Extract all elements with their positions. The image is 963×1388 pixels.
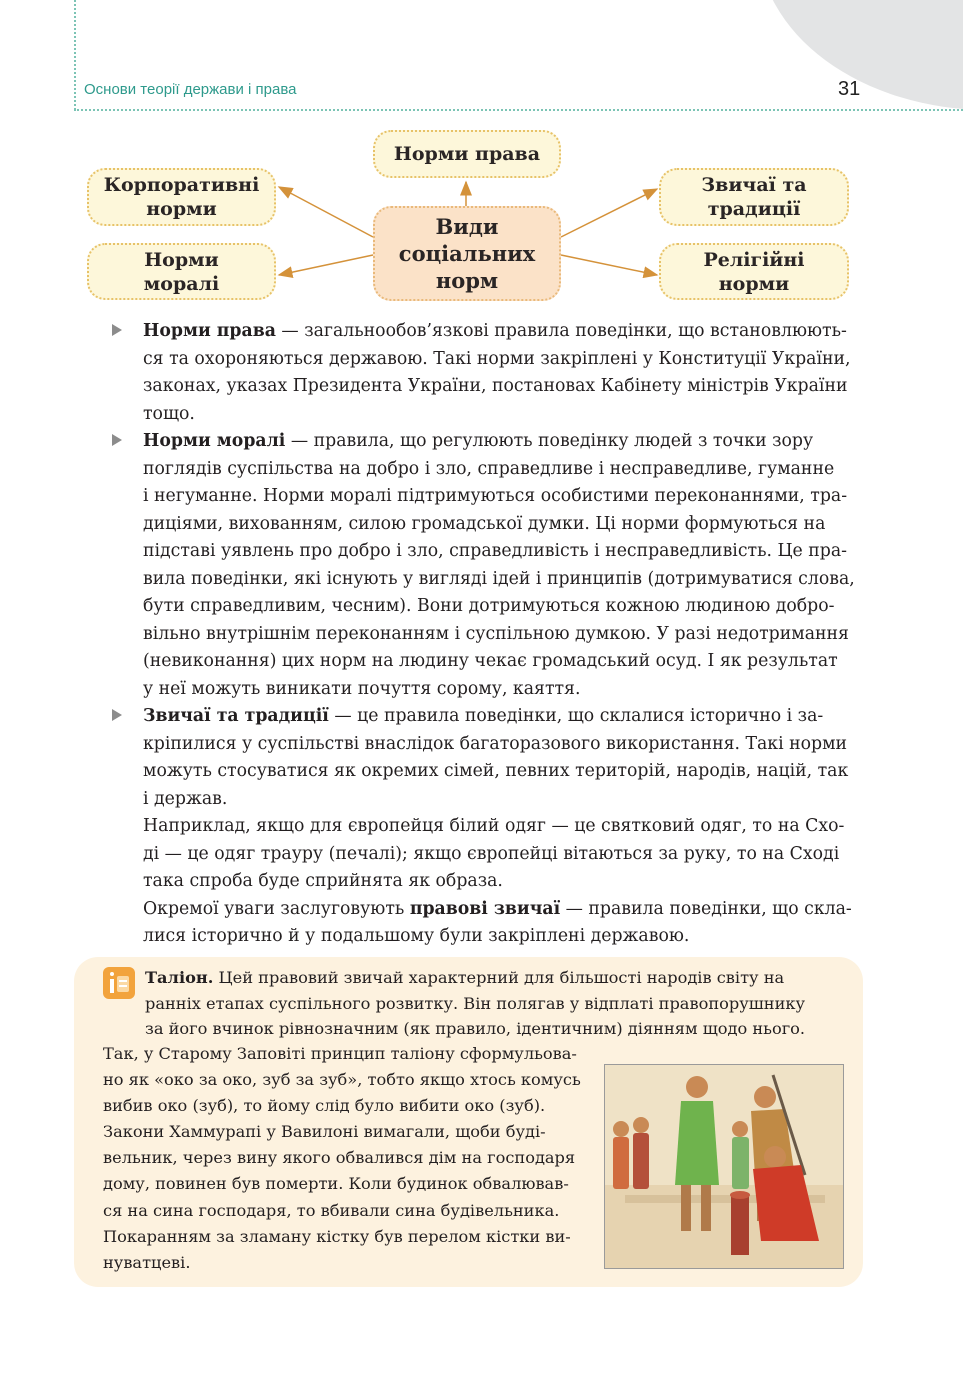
talion-body: Так, у Старому Заповіті принцип таліону сформульова- но як «око за око, зуб за зуб», тобто якщо хтось комусь вибив око (зуб), то йому слід було вибити око (зуб). Закони Хаммурапі у Вавилоні вимагали, щоби буді- вельник, через вину якого обвалився дім на господаря дому, повинен був померти. Коли будинок обвалював- ся на сина господаря, то вбивали сина будівельника. Покаранням за зламану кістку був перелом кістки ви- нуватцеві.: [103, 1044, 581, 1272]
talion-intro: Таліон. Цей правовий звичай характерний для більшості народів світу на ранніх етапах суспільного розвитку. Він полягав у відплаті правопорушнику за його вчинок рівнозначним (як правило, ідентичним) діянням щодо нього.: [145, 968, 806, 1038]
section-law: Норми права — загальнообов’язкові правила поведінки, що встановлюють- ся та охороняються державою. Такі норми закріплені у Конституції України, законах, указах Президента України, постановах Кабінету міністрів України тощо.: [143, 321, 851, 424]
diagram-node-corporate: Корпоративні норми: [87, 168, 276, 226]
section-customs: Звичаї та традиції — це правила поведінки, що склалися історично і за- кріпилися у суспільстві внаслідок багаторазового використання. Такі норми можуть стосуватися як окремих сімей, певних територій, народів, націй, так і держав. Наприклад, якщо для європейця білий одяг — це святковий одяг, то на Схо- ді — це одяг трауру (печалі); якщо європейці вітаються за руку, то на Сході така спроба буде сприйнята як образа. Окремої уваги заслуговують правові звичаї — правила поведінки, що скла- лися історично й у подальшому були закріплені державою.: [143, 706, 852, 946]
margin-guide-vertical: [74, 0, 76, 110]
talion-illustration: [604, 1064, 844, 1269]
corner-decoration: [758, 0, 963, 110]
diagram-node-law: Норми права: [373, 130, 561, 178]
section-morals: Норми моралі — правила, що регулюють поведінку людей з точки зору поглядів суспільства на добро і зло, справедливе і несправедливе, гуманне і негуманне. Норми моралі підтримуються особистими переконаннями, тра- диціями, вихованням, силою громадської думки. Ці норми формуються на підставі уявлень про добро і зло, справедливість і несправедливість. Це пра- вила поведінки, які існують у вигляді ідей і принципів (дотримуватися слова, бути справедливим, чесним). Вони дотримуються кожною людиною добро- вільно внутрішнім переконанням і суспільною думкою. У разі недотримання (невиконання) цих норм на людину чекає громадський осуд. І як результат у неї можуть виникати почуття сорому, каяття.: [143, 431, 855, 699]
diagram-node-religious: Релігійні норми: [659, 243, 849, 300]
bullet-customs: [112, 709, 122, 721]
bullet-morals: [112, 434, 122, 446]
page-number: 31: [838, 78, 861, 100]
document-icon: [103, 967, 135, 999]
bullet-law: [112, 324, 122, 336]
diagram-node-customs: Звичаї та традиції: [659, 168, 849, 226]
diagram-node-morals: Норми моралі: [87, 243, 276, 300]
diagram-center-node: Види соціальних норм: [373, 206, 561, 301]
running-title: Основи теорії держави і права: [84, 81, 297, 98]
header-divider: [74, 109, 963, 111]
